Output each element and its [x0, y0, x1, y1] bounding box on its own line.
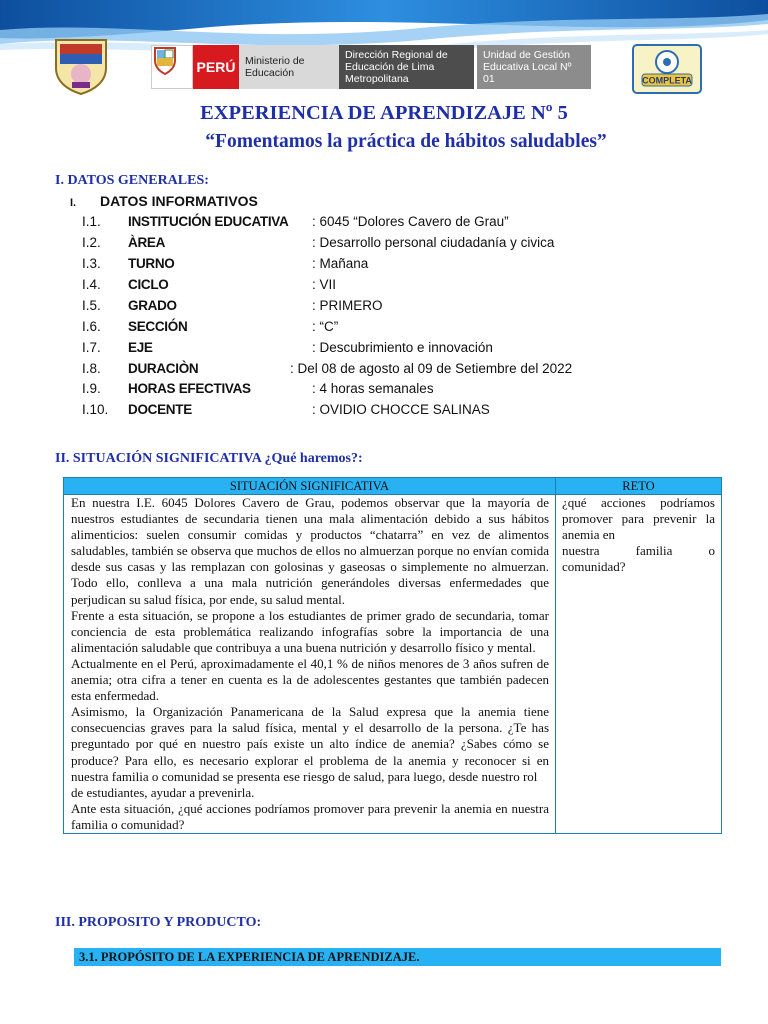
reto-text: nuestra familia o comunidad?: [562, 543, 715, 575]
info-row-number: I.3.: [82, 256, 101, 271]
info-row-label: ÀREA: [128, 235, 166, 250]
info-row-value: : 6045 “Dolores Cavero de Grau”: [312, 214, 509, 229]
jec-logo-text: COMPLETA: [642, 75, 692, 86]
info-row-value: : Desarrollo personal ciudadanía y civica: [312, 235, 555, 250]
school-logo: [50, 38, 112, 96]
reto-text: ¿qué acciones podríamos promover para prevenir la anemia en: [562, 495, 715, 543]
page-subtitle: “Fomentamos la práctica de hábitos saludables”: [205, 131, 607, 152]
info-row-value: : 4 horas semanales: [312, 381, 434, 396]
info-row-number: I.2.: [82, 235, 101, 250]
direccion-regional-label: Dirección Regional de Educación de Lima Metropolitana: [339, 45, 474, 89]
info-row-value: : Del 08 de agosto al 09 de Setiembre del 2022: [290, 361, 573, 376]
info-row-label: INSTITUCIÓN EDUCATIVA: [128, 214, 289, 229]
info-row-number: I.1.: [82, 214, 101, 229]
info-row-value: : Mañana: [312, 256, 369, 271]
info-row-value: : VII: [312, 277, 337, 292]
page-title: EXPERIENCIA DE APRENDIZAJE Nº 5: [200, 102, 568, 124]
info-row-value: : OVIDIO CHOCCE SALINAS: [312, 402, 490, 417]
ugel-label: Unidad de Gestión Educativa Local Nº 01: [477, 45, 591, 89]
info-row-value: : Descubrimiento e innovación: [312, 340, 493, 355]
subheading-datos-informativos: [70, 193, 258, 209]
situacion-paragraph: Frente a esta situación, se propone a los estudiantes de primer grado de secundaria, tomar conciencia de esta problemática realizando infografías sobre la importancia de una alimentación saludable que contribuya a una buena nutrición y desarrollo físico y mental.: [71, 607, 549, 655]
info-row-label: EJE: [128, 340, 153, 355]
info-row-label: DURACIÒN: [128, 361, 199, 376]
header-banner: [0, 0, 768, 108]
info-row-number: I.7.: [82, 340, 101, 355]
info-row-label: HORAS EFECTIVAS: [128, 381, 251, 396]
situacion-text-cell: [64, 495, 556, 834]
info-row-value: : “C”: [312, 319, 339, 334]
ministerio-label: Ministerio de Educación: [239, 45, 339, 89]
info-row-number: I.6.: [82, 319, 101, 334]
situacion-paragraph: de estudiantes, ayudar a prevenirla.: [71, 784, 255, 800]
info-row-value: : PRIMERO: [312, 298, 383, 313]
situacion-paragraph: Actualmente en el Perú, aproximadamente el 40,1 % de niños menores de 3 años sufren de anemia; otra cifra a tener en cuenta es la de adolescentes gestantes que también padecen esta enfermedad.: [71, 655, 549, 704]
situacion-paragraph: En nuestra I.E. 6045 Dolores Cavero de Grau, podemos observar que la mayoría de nuestros estudiantes de secundaria tienen una mala alimentación debido a sus hábitos alimenticios: suelen consumir comidas y productos “chatarra” en vez de alimentos saludables, también se observa que muchos de ellos no almuerzan porque no envían comida desde sus casas y las remplazan con golosinas y gaseosas o simplemente no almuerzan. Todo ello, conlleva a una mala nutrición generándoles diversas enfermedades que perjudican su salud física, por ende, su salud mental.: [71, 495, 549, 607]
peru-shield-icon: [151, 45, 193, 89]
info-row-number: I.8.: [82, 361, 101, 376]
info-row-label: TURNO: [128, 256, 175, 271]
info-row-label: DOCENTE: [128, 402, 192, 417]
section-heading-datos-generales: I. DATOS GENERALES:: [55, 173, 209, 188]
info-row-label: CICLO: [128, 277, 169, 292]
situacion-paragraph: Asimismo, la Organización Panamericana de la Salud expresa que la anemia tiene consecuencias graves para la salud física, mental y el desarrollo de la persona. ¿Te has preguntado por qué en nuestro país existe un alto índice de anemia? ¿Sabes cómo se produce? Para ello, es necesario explorar el problema de la anemia y reconocer si en nuestra familia o comunidad se presenta ese riesgo de salud, para luego, desde nuestro rol: [71, 704, 549, 784]
subheading-number: I.: [70, 197, 77, 209]
reto-cell: [556, 495, 722, 834]
info-row-number: I.5.: [82, 298, 101, 313]
info-row-number: I.9.: [82, 381, 101, 396]
info-row-number: I.4.: [82, 277, 101, 292]
proposito-bar: 3.1. PROPÓSITO DE LA EXPERIENCIA DE APRENDIZAJE.: [74, 948, 721, 966]
info-row-number: I.10.: [82, 402, 109, 417]
section-heading-proposito: III. PROPOSITO Y PRODUCTO:: [55, 915, 262, 930]
info-row-label: SECCIÓN: [128, 319, 188, 334]
peru-label: PERÚ: [193, 45, 239, 89]
situacion-table: [63, 477, 722, 834]
subheading-text: DATOS INFORMATIVOS: [100, 193, 258, 209]
situacion-paragraph: Ante esta situación, ¿qué acciones podríamos promover para prevenir la anemia en nuestra familia o comunidad?: [71, 800, 549, 832]
government-bar: [151, 45, 591, 89]
info-row-label: GRADO: [128, 298, 177, 313]
section-heading-situacion: II. SITUACIÓN SIGNIFICATIVA ¿Qué haremos?:: [55, 451, 363, 466]
col-header-situacion: SITUACIÓN SIGNIFICATIVA: [64, 478, 556, 495]
col-header-reto: RETO: [556, 478, 722, 495]
jec-logo: [632, 44, 702, 94]
